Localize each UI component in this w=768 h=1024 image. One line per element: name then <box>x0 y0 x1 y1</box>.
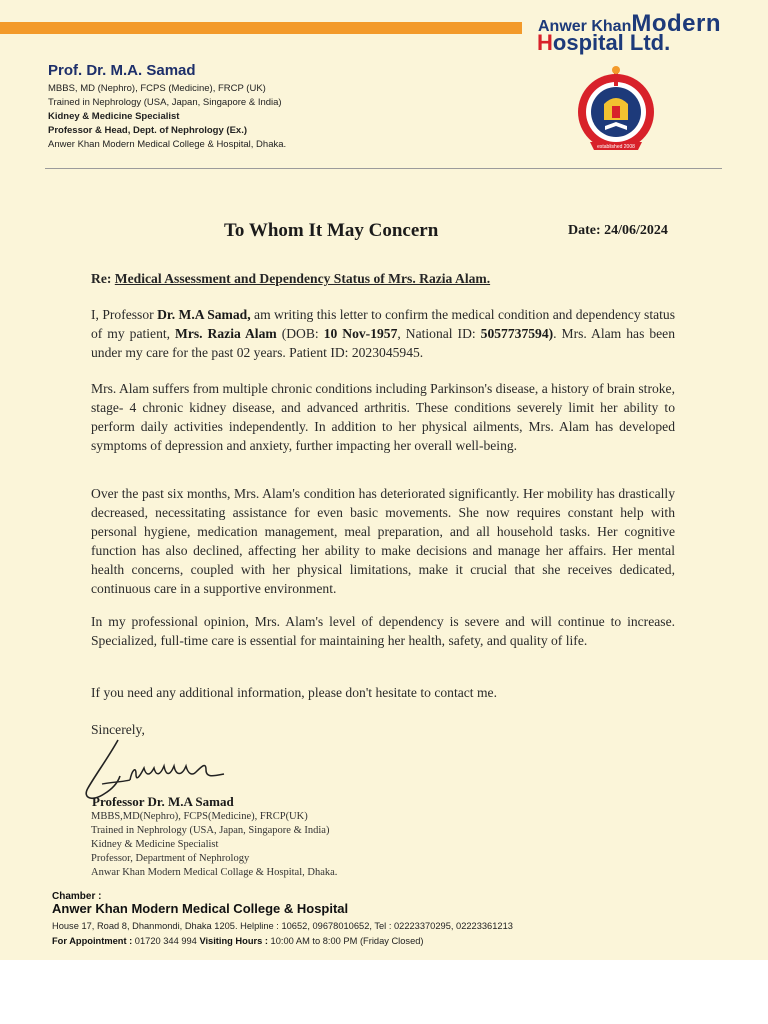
paragraph-conditions: Mrs. Alam suffers from multiple chronic conditions including Parkinson's disease, a history of brain stroke, stage- 4 chronic kidney disease, and advanced arthritis. These conditions severely limit her ability to perform daily activities independently. In addition to her physical ailments, Mrs. Alam has developed symptoms of depression and anxiety, further impacting her overall well-being. <box>91 381 675 453</box>
footer-appointment <box>52 936 424 946</box>
seal-established-text: established 2008 <box>597 144 635 150</box>
letterhead-divider <box>45 168 722 169</box>
appointment-label: For Appointment : <box>52 936 133 946</box>
doctor-name: Prof. Dr. M.A. Samad <box>48 62 196 79</box>
letter-date: Date: 24/06/2024 <box>568 223 668 238</box>
hospital-name-h: H <box>537 30 553 55</box>
letter-subject <box>91 271 490 287</box>
appointment-phone: 01720 344 994 <box>132 936 200 946</box>
letterhead-orange-bar <box>0 22 522 34</box>
letter-heading: To Whom It May Concern <box>224 220 439 241</box>
visiting-hours-value: 10:00 AM to 8:00 PM (Friday Closed) <box>267 936 424 946</box>
paragraph-introduction: I, Professor Dr. M.A Samad, am writing this letter to confirm the medical condition and dependency status of my patient, Mrs. Razia Alam (DOB: 10 Nov-1957, National ID: 5057737594). Mrs. Alam has been under my care for the past 02 years. Patient ID: 2023045945. <box>91 307 676 360</box>
paragraph-deterioration: Over the past six months, Mrs. Alam's condition has deteriorated significantly. Her mobility has drastically decreased, necessitating assistance for even basic movements. She now requires constant help with personal hygiene, medication management, meal preparation, and all household tasks. Her cognitive function has also declined, affecting her ability to make decisions and manage her affairs. Her mental health concerns, coupled with her physical limitations, make it crucial that she receives dedicated, continuous care in a supportive environment. <box>91 486 675 596</box>
hospital-name-prefix: Anwer Khan <box>538 18 632 35</box>
credential-line: Anwer Khan Modern Medical College & Hospital, Dhaka. <box>48 139 287 150</box>
patient-name: Mrs. Razia Alam <box>175 326 277 341</box>
signatory-credential: MBBS,MD(Nephro), FCPS(Medicine), FRCP(UK) <box>91 811 308 822</box>
hospital-seal-icon <box>574 64 658 156</box>
footer-chamber-label: Chamber : <box>52 891 102 902</box>
credential-line: MBBS, MD (Nephro), FCPS (Medicine), FRCP (UK) <box>48 83 266 94</box>
subject-prefix: Re: <box>91 271 115 286</box>
subject-text: Medical Assessment and Dependency Status of Mrs. Razia Alam. <box>114 271 491 286</box>
credential-line: Professor & Head, Dept. of Nephrology (Ex.) <box>48 125 247 136</box>
signatory-credential: Anwar Khan Modern Medical Collage & Hospital, Dhaka. <box>91 867 338 878</box>
signatory-name: Professor Dr. M.A Samad <box>92 794 234 809</box>
credential-line: Kidney & Medicine Specialist <box>48 111 180 122</box>
hospital-name-modern: Modern <box>631 10 722 37</box>
signatory-credential: Kidney & Medicine Specialist <box>91 839 219 850</box>
credential-line: Trained in Nephrology (USA, Japan, Singapore & India) <box>48 97 282 108</box>
visiting-hours-label: Visiting Hours : <box>199 936 268 946</box>
signatory-credential: Professor, Department of Nephrology <box>91 853 250 864</box>
patient-national-id: 5057737594) <box>480 326 554 341</box>
hospital-name-line2 <box>537 30 670 56</box>
paragraph-opinion: In my professional opinion, Mrs. Alam's level of dependency is severe and will continue to increase. Specialized, full-time care is essential for maintaining her health, safety, and quality of life. <box>91 614 675 648</box>
footer-hospital-name: Anwer Khan Modern Medical College & Hospital <box>52 901 349 916</box>
doctor-name-inline: Dr. M.A Samad, <box>157 307 251 322</box>
hospital-name-rest: ospital Ltd. <box>552 30 671 55</box>
footer-address: House 17, Road 8, Dhanmondi, Dhaka 1205. Helpline : 10652, 09678010652, Tel : 02223370295, 02223361213 <box>52 921 513 931</box>
closing-sincerely: Sincerely, <box>91 722 145 737</box>
signatory-credential: Trained in Nephrology (USA, Japan, Singapore & India) <box>91 825 330 836</box>
paragraph-contact: If you need any additional information, please don't hesitate to contact me. <box>91 685 497 700</box>
patient-dob: 10 Nov-1957 <box>323 326 398 341</box>
